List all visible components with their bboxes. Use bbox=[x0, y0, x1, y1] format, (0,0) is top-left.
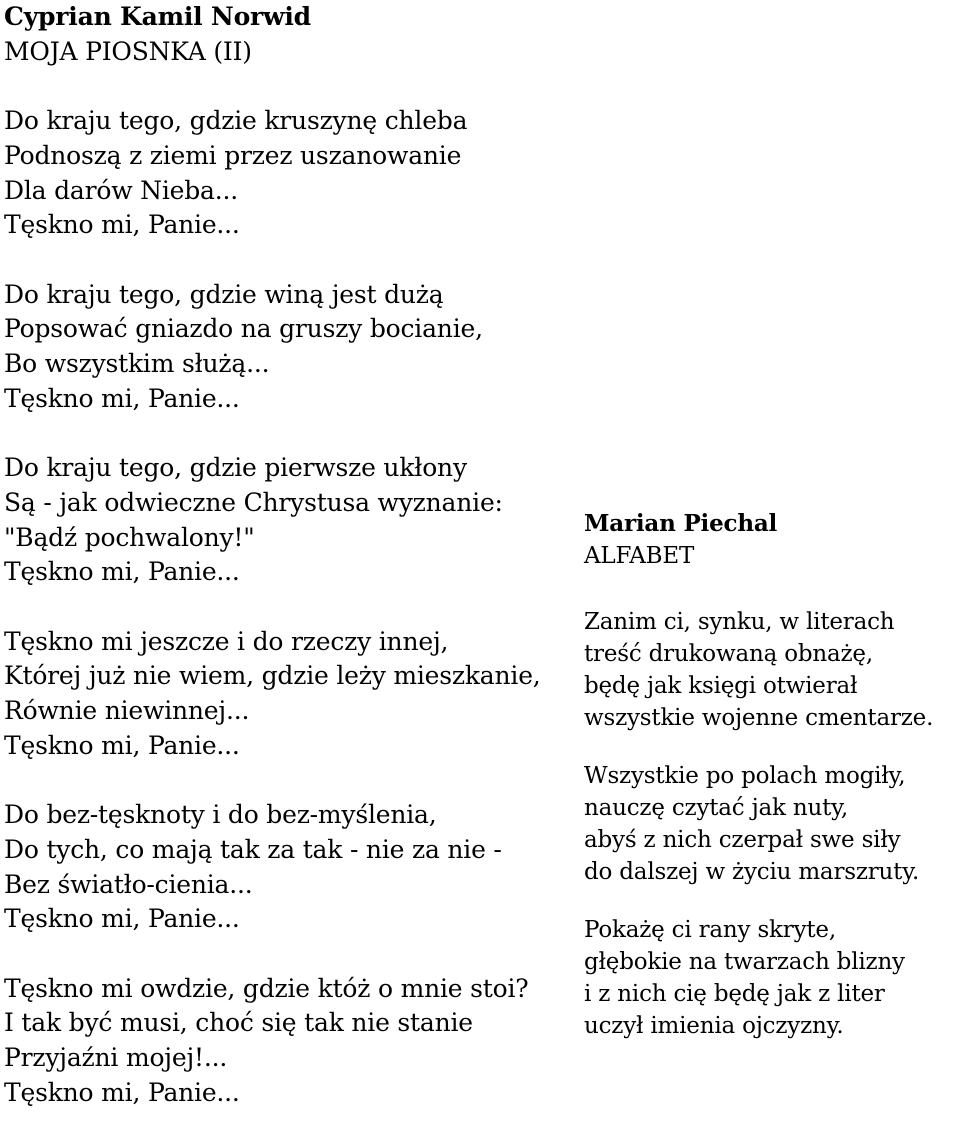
verse-line: i z nich cię będę jak z liter bbox=[584, 981, 885, 1007]
verse-line: Tęskno mi, Panie... bbox=[4, 730, 240, 760]
poem-title: ALFABET bbox=[584, 543, 695, 569]
verse-line: do dalszej w życiu marszruty. bbox=[584, 859, 920, 885]
verse-line: nauczę czytać jak nuty, bbox=[584, 795, 849, 821]
stanza bbox=[4, 278, 564, 417]
poem-piechal bbox=[584, 508, 960, 1068]
verse-line: Tęskno mi, Panie... bbox=[4, 557, 240, 587]
verse-line: uczył imienia ojczyzny. bbox=[584, 1013, 844, 1039]
verse-line: Tęskno mi, Panie... bbox=[4, 383, 240, 413]
stanza bbox=[584, 914, 960, 1042]
verse-line: abyś z nich czerpał swe siły bbox=[584, 827, 901, 853]
verse-line: treść drukowaną obnażę, bbox=[584, 641, 873, 667]
verse-line: Do tych, co mają tak za tak - nie za nie - bbox=[4, 834, 502, 864]
stanza bbox=[4, 798, 564, 937]
verse-line: Do bez-tęsknoty i do bez-myślenia, bbox=[4, 800, 437, 830]
verse-line: Są - jak odwieczne Chrystusa wyznanie: bbox=[4, 487, 503, 517]
poem-norwid bbox=[4, 0, 564, 1145]
verse-line: będę jak księgi otwierał bbox=[584, 673, 858, 699]
verse-line: Tęskno mi jeszcze i do rzeczy innej, bbox=[4, 626, 449, 656]
verse-line: Wszystkie po polach mogiły, bbox=[584, 763, 906, 789]
verse-line: Bez światło-cienia... bbox=[4, 869, 253, 899]
verse-line: Do kraju tego, gdzie kruszynę chleba bbox=[4, 106, 468, 136]
verse-line: Podnoszą z ziemi przez uszanowanie bbox=[4, 140, 462, 170]
verse-line: Której już nie wiem, gdzie leży mieszkanie, bbox=[4, 661, 541, 691]
verse-line: Popsować gniazdo na gruszy bocianie, bbox=[4, 314, 483, 344]
stanza bbox=[584, 606, 960, 734]
verse-line: "Bądź pochwalony!" bbox=[4, 522, 255, 552]
verse-line: Do kraju tego, gdzie pierwsze ukłony bbox=[4, 453, 467, 483]
stanza bbox=[4, 104, 564, 243]
verse-line: Tęskno mi, Panie... bbox=[4, 210, 240, 240]
verse-line: I tak być musi, choć się tak nie stanie bbox=[4, 1008, 473, 1038]
verse-line: głębokie na twarzach blizny bbox=[584, 949, 905, 975]
stanza bbox=[4, 625, 564, 764]
verse-line: Bo wszystkim służą... bbox=[4, 349, 270, 378]
verse-line: wszystkie wojenne cmentarze. bbox=[584, 705, 934, 731]
poem-author: Cyprian Kamil Norwid bbox=[4, 2, 311, 31]
verse-line: Dla darów Nieba... bbox=[4, 175, 238, 205]
verse-line: Do kraju tego, gdzie winą jest dużą bbox=[4, 279, 444, 309]
verse-line: Równie niewinnej... bbox=[4, 696, 250, 725]
stanza bbox=[4, 972, 564, 1111]
verse-line: Tęskno mi owdzie, gdzie któż o mnie stoi? bbox=[4, 973, 529, 1003]
verse-line: Zanim ci, synku, w literach bbox=[584, 609, 895, 635]
poem-title: MOJA PIOSNKA (II) bbox=[4, 36, 252, 66]
verse-line: Tęskno mi, Panie... bbox=[4, 1077, 240, 1107]
verse-line: Tęskno mi, Panie... bbox=[4, 904, 240, 934]
verse-line: Przyjaźni mojej!... bbox=[4, 1043, 228, 1072]
poem-author: Marian Piechal bbox=[584, 510, 778, 537]
stanza bbox=[584, 760, 960, 888]
verse-line: Pokażę ci rany skryte, bbox=[584, 917, 836, 943]
stanza bbox=[4, 451, 564, 590]
